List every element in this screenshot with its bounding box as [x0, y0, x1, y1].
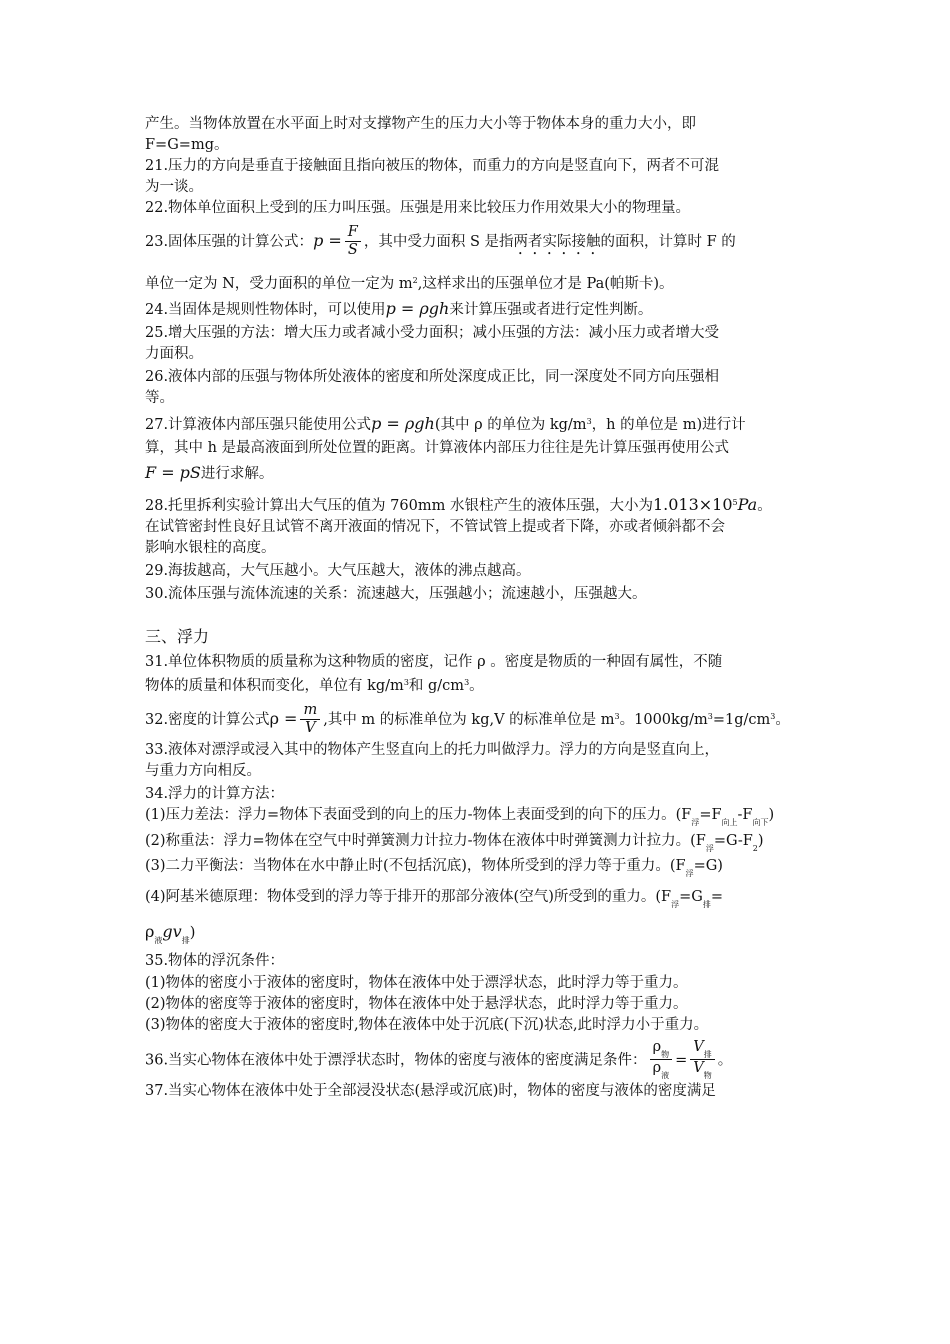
item-24: 24.当固体是规则性物体时，可以使用p = ρgh来计算压强或者进行定性判断。 — [145, 298, 653, 318]
formula-pressure-p: p = — [313, 231, 342, 251]
item-35-3: (3)物体的密度大于液体的密度时,物体在液体中处于沉底(下沉)状态,此时浮力小于重力。 — [145, 1016, 709, 1033]
item-34-2: (2)称重法：浮力=物体在空气中时弹簧测力计拉力-物体在液体中时弹簧测力计拉力。$(F_浮=G-F_2)$ — [145, 832, 764, 853]
item-27: 27.计算液体内部压强只能使用公式p = ρgh(其中 ρ 的单位为 $kg/m^3$，h 的单位是 m)进行计 算，其中 h 是最高液面到所处位置的距离。计算液体内部压力往往是先计算压强再使用公式 F = pS进行求解。 — [145, 413, 746, 483]
item-26: 26.液体内部的压强与物体所处液体的密度和所处深度成正比，同一深度处不同方向压强相 等。 — [145, 368, 720, 406]
document-page — [145, 114, 810, 1102]
fraction-f-over-s: $\frac{F}{S}$ — [345, 225, 361, 259]
item-35-2: (2)物体的密度等于液体的密度时，物体在液体中处于悬浮状态，此时浮力等于重力。 — [145, 995, 688, 1012]
fraction-v-ratio: $\frac{V_排}{V_物}$ — [690, 1040, 714, 1081]
item-29: 29.海拔越高，大气压越小。大气压越大，液体的沸点越高。 — [145, 562, 531, 579]
item-23-cont: 单位一定为 N，受力面积的单位一定为 $m^2$,这样求出的压强单位才是 Pa(帕斯卡)。 — [145, 275, 674, 292]
item-34: 34.浮力的计算方法： — [145, 785, 285, 802]
item-31: 31.单位体积物质的质量称为这种物质的密度，记作 ρ 。密度是物质的一种固有属性，不随 物体的质量和体积而变化，单位有 $kg/m^3$和 $g/cm^3$。 — [145, 653, 723, 695]
item-32: 32.密度的计算公式ρ = $\frac{m}{V}$ ,其中 m 的标准单位为 kg,V 的标准单位是 $m^3$。$1000kg/m^3=1g/cm^3$。 — [145, 702, 790, 737]
item-34-4: (4)阿基米德原理：物体受到的浮力等于排开的那部分液体(空气)所受到的重力。($F_浮=G_排=$ $\rho_液gv_排$) — [145, 888, 723, 945]
item-36: 36.当实心物体在液体中处于漂浮状态时，物体的密度与液体的密度满足条件： $\frac{\rho_物}{\rho_液}$ = $\frac{V_排}{V_物}$ 。 — [145, 1038, 733, 1081]
item-21: 21.压力的方向是垂直于接触面且指向被压的物体，而重力的方向是竖直向下，两者不可混 为一谈。 — [145, 158, 720, 196]
item-28: 28.托里拆利实验计算出大气压的值为 760mm 水银柱产生的液体压强，大小为$1.013\times 10^5Pa$。 在试管密封性良好且试管不离开液面的情况下，不管试管上提或者下降，亦或者倾斜都不会 影响水银柱的高度。 — [145, 494, 772, 556]
para-intro: 产生。当物体放置在水平面上时对支撑物产生的压力大小等于物体本身的重力大小，即 F=G=mg。 — [145, 116, 696, 154]
section-heading-buoyancy: 三、浮力 — [145, 626, 210, 646]
item-23: 23.固体压强的计算公式：p = $\frac{F}{S}$ ，其中受力面积 S 是指两者实际接触的面积，计算时 F 的 — [145, 224, 736, 259]
item-34-3: (3)二力平衡法：当物体在水中静止时(不包括沉底)，物体所受到的浮力等于重力。$(F_浮=G)$ — [145, 858, 723, 879]
fraction-m-over-v: $\frac{m}{V}$ — [300, 703, 320, 737]
emphasis-dotted: 两者实际接触 — [513, 234, 601, 251]
fraction-rho-ratio: $\frac{\rho_物}{\rho_液}$ — [650, 1040, 673, 1081]
item-37: 37.当实心物体在液体中处于全部浸没状态(悬浮或沉底)时，物体的密度与液体的密度满足 — [145, 1082, 716, 1099]
item-30: 30.流体压强与流体流速的关系：流速越大，压强越小；流速越小，压强越大。 — [145, 585, 647, 602]
item-35: 35.物体的浮沉条件： — [145, 953, 285, 970]
item-22: 22.物体单位面积上受到的压力叫压强。压强是用来比较压力作用效果大小的物理量。 — [145, 200, 691, 217]
item-34-1: (1)压力差法：浮力=物体下表面受到的向上的压力-物体上表面受到的向下的压力。$(F_浮=F_{向上}-F_{向下})$ — [145, 806, 775, 827]
item-35-1: (1)物体的密度小于液体的密度时，物体在液体中处于漂浮状态，此时浮力等于重力。 — [145, 974, 688, 991]
item-25: 25.增大压强的方法：增大压力或者减小受力面积；减小压强的方法：减小压力或者增大受 力面积。 — [145, 324, 720, 362]
item-33: 33.液体对漂浮或浸入其中的物体产生竖直向上的托力叫做浮力。浮力的方向是竖直向上， 与重力方向相反。 — [145, 741, 720, 779]
